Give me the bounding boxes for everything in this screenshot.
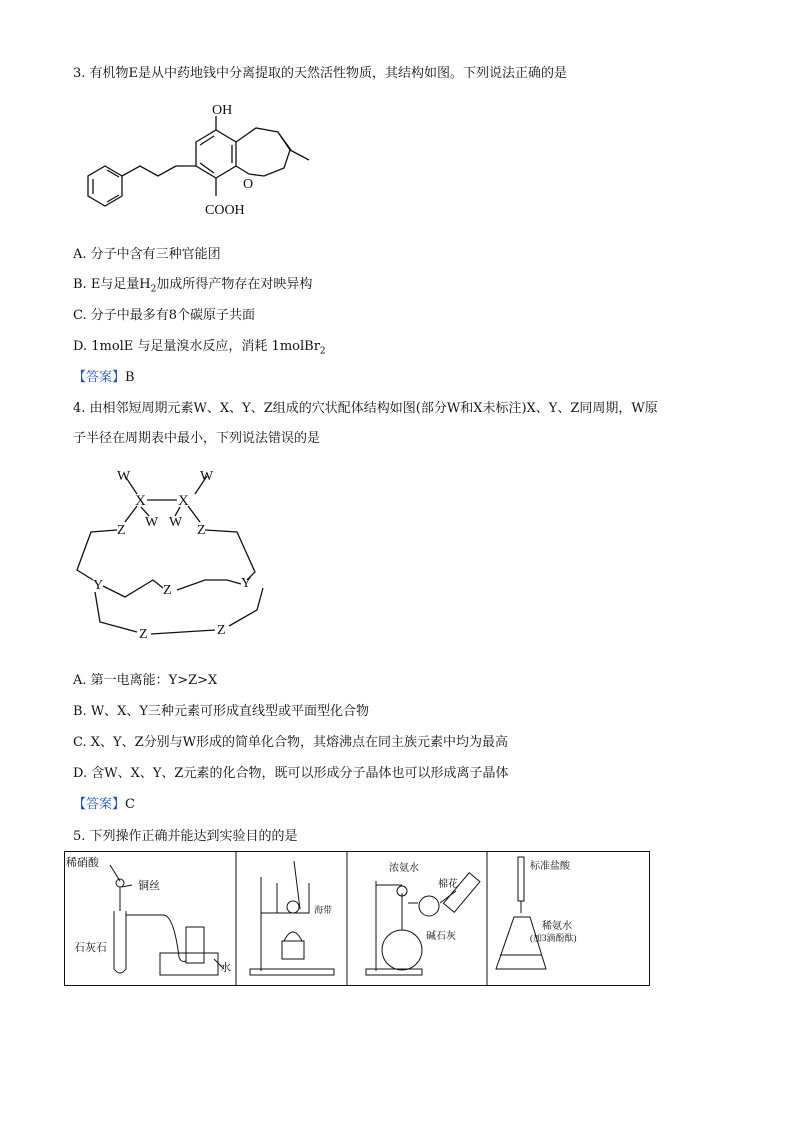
q3-structure-diagram — [75, 98, 355, 228]
atom-w-4: W — [169, 515, 183, 530]
atom-z-4: Z — [139, 627, 148, 642]
atom-w-3: W — [145, 515, 159, 530]
q3-option-d: D. 1molE 与足量溴水反应，消耗 1molBr$_2$ — [73, 339, 326, 357]
q4-option-b: B. W、X、Y三种元素可形成直线型或平面型化合物 — [73, 704, 370, 719]
q3-answer: 【答案】B — [73, 370, 135, 385]
atom-w-1: W — [117, 469, 131, 484]
label-cotton: 棉花 — [438, 879, 458, 890]
q4-option-d: D. 含W、X、Y、Z元素的化合物，既可以形成分子晶体也可以形成离子晶体 — [73, 766, 509, 781]
q4-cryptand-diagram — [65, 462, 285, 652]
q3-cooh-label: COOH — [205, 203, 245, 218]
q4-answer: 【答案】C — [73, 797, 135, 812]
label-dilute-nitric-acid: 稀硝酸 — [66, 857, 99, 869]
atom-w-2: W — [200, 469, 214, 484]
atom-y-1: Y — [93, 578, 104, 593]
q5-stem: 5. 下列操作正确并能达到实验目的的是 — [73, 829, 298, 844]
q4-stem-line1: 4. 由相邻短周期元素W、X、Y、Z组成的穴状配体结构如图(部分W和X未标注)X、Y、Z同周期，W原 — [73, 401, 658, 416]
q3-option-a: A. 分子中含有三种官能团 — [73, 247, 221, 262]
q3-o-label: O — [243, 177, 254, 192]
atom-y-2: Y — [241, 576, 252, 591]
label-concentrated-ammonia: 浓氨水 — [389, 863, 419, 874]
panel-titration — [496, 857, 546, 969]
panel-nitric-acid-setup — [110, 865, 224, 975]
label-limestone: 石灰石 — [74, 942, 107, 954]
panel-seaweed-burning — [250, 861, 334, 975]
atom-z-5: Z — [217, 623, 226, 638]
atom-z-3: Z — [163, 583, 172, 598]
label-phenolphthalein: (加3滴酚酞) — [530, 933, 577, 943]
atom-z-1: Z — [117, 523, 126, 538]
label-seaweed: 海带 — [314, 905, 333, 915]
q3-stem: 3. 有机物E是从中药地钱中分离提取的天然活性物质，其结构如图。下列说法正确的是 — [73, 66, 568, 81]
atom-x-2: X — [178, 493, 189, 509]
panel-ammonia-generation — [366, 873, 480, 975]
atom-x-1: X — [135, 493, 146, 509]
label-standard-hcl: 标准盐酸 — [530, 861, 570, 872]
label-soda-lime: 碱石灰 — [426, 931, 456, 942]
q3-option-c: C. 分子中最多有8个碳原子共面 — [73, 308, 256, 323]
q4-option-c: C. X、Y、Z分别与W形成的简单化合物，其熔沸点在同主族元素中均为最高 — [73, 735, 508, 750]
q4-stem-line2: 子半径在周期表中最小，下列说法错误的是 — [73, 431, 321, 446]
q5-apparatus-table — [64, 851, 650, 986]
q3-option-b: B. E与足量$H_2$加成所得产物存在对映异构 — [73, 277, 313, 295]
atom-z-2: Z — [197, 523, 206, 538]
label-copper-wire: 铜丝 — [138, 880, 160, 892]
q4-option-a: A. 第一电离能：Y>Z>X — [73, 673, 218, 688]
label-dilute-ammonia: 稀氨水 — [542, 921, 572, 932]
q3-oh-label: OH — [212, 103, 233, 118]
label-water: 水 — [220, 962, 231, 974]
